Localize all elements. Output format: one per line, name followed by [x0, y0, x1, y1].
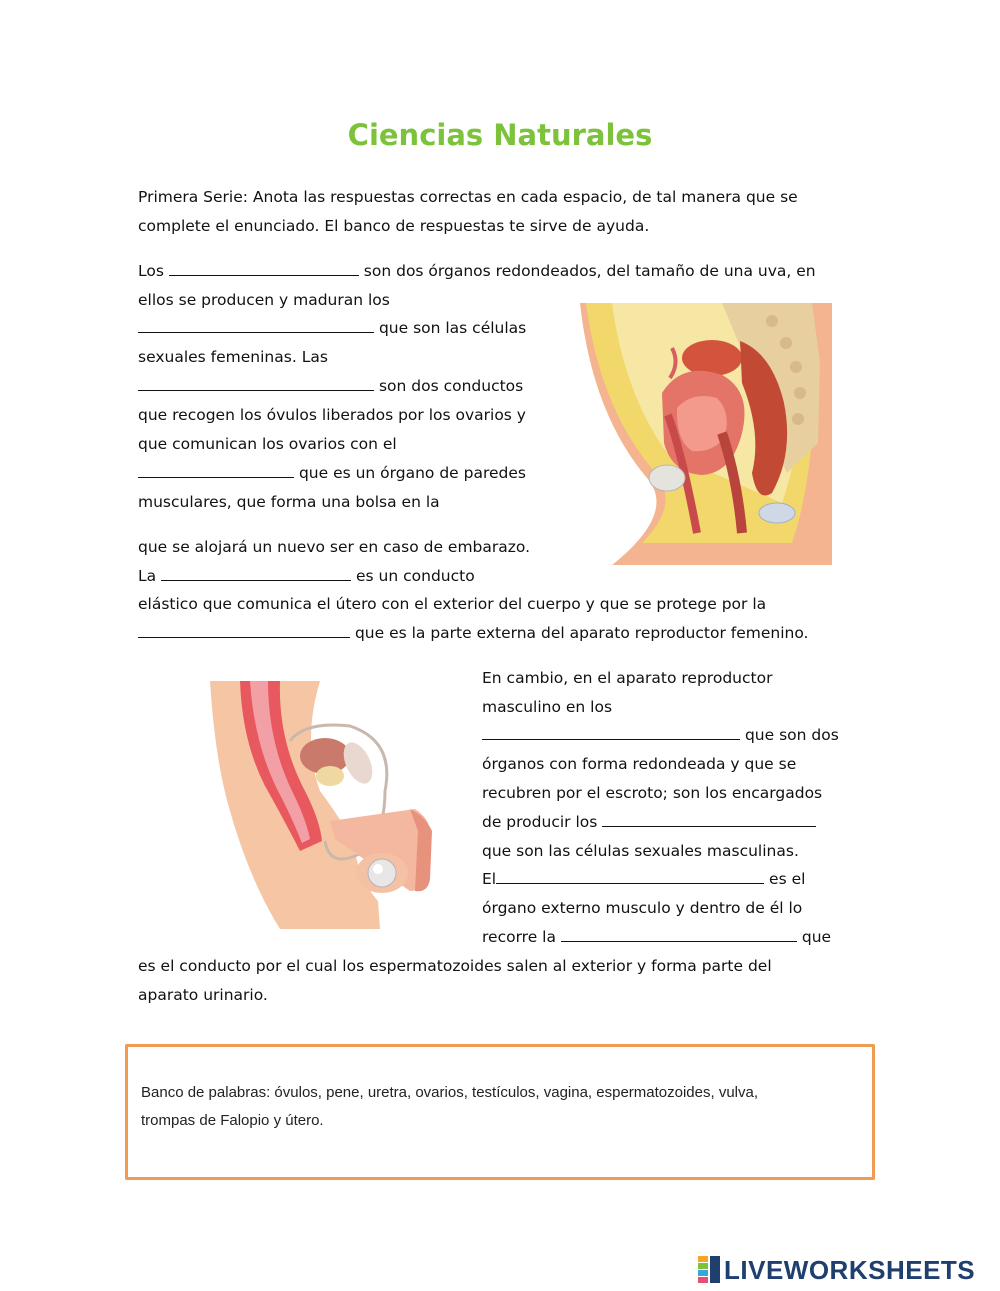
answer-blank-utero[interactable] [138, 463, 294, 478]
male-line-11: es el conducto por el cual los espermatozoides salen al exterior y forma parte del [138, 957, 772, 975]
female-text: Los [138, 262, 164, 280]
word-bank-line-1: Banco de palabras: óvulos, pene, uretra, ovarios, testículos, vagina, espermatozoides, vulva, [141, 1084, 759, 1101]
female-text: que es un órgano de paredes [298, 464, 526, 482]
male-text: El [482, 870, 497, 888]
male-line-9: órgano externo musculo y dentro de él lo [482, 899, 803, 917]
male-text: es el [769, 870, 806, 888]
male-line-5: recubren por el escroto; son los encargados [482, 784, 823, 802]
male-line-1: En cambio, en el aparato reproductor [482, 669, 773, 687]
female-line-3 [138, 318, 526, 338]
answer-blank-ovulos[interactable] [138, 318, 374, 333]
male-line-12: aparato urinario. [138, 986, 268, 1004]
male-line-7: que son las células sexuales masculinas. [482, 842, 799, 860]
male-text: de producir los [482, 813, 598, 831]
answer-blank-ovarios[interactable] [169, 261, 359, 276]
answer-blank-vagina[interactable] [161, 566, 351, 581]
word-bank-box [125, 1044, 875, 1180]
female-line-10: que se alojará un nuevo ser en caso de embarazo. [138, 538, 531, 556]
female-line-7: que comunican los ovarios con el [138, 435, 397, 453]
female-line-8 [138, 463, 526, 483]
female-text: La [138, 567, 157, 585]
answer-blank-vulva[interactable] [138, 623, 350, 638]
male-line-2: masculino en los [482, 698, 613, 716]
female-line-1 [138, 261, 816, 281]
female-line-9: musculares, que forma una bolsa en la [138, 493, 440, 511]
female-text: que es la parte externa del aparato reproductor femenino. [354, 624, 809, 642]
word-bank-text [141, 1079, 841, 1135]
male-line-8 [482, 869, 805, 889]
male-line-6 [482, 812, 816, 832]
female-text: son dos conductos [378, 377, 524, 395]
answer-blank-uretra[interactable] [561, 927, 797, 942]
instructions-line-1: Primera Serie: Anota las respuestas correctas en cada espacio, de tal manera que se [138, 188, 798, 206]
answer-blank-pene[interactable] [496, 869, 764, 884]
female-line-5 [138, 376, 523, 396]
female-anatomy-illustration [572, 303, 832, 565]
female-line-12: elástico que comunica el útero con el exterior del cuerpo y que se protege por la [138, 595, 767, 613]
answer-blank-espermatozoides[interactable] [602, 812, 816, 827]
female-line-2: ellos se producen y maduran los [138, 291, 390, 309]
female-line-6: que recogen los óvulos liberados por los ovarios y [138, 406, 526, 424]
male-anatomy-illustration [210, 681, 466, 929]
word-bank-line-2: trompas de Falopio y útero. [141, 1112, 324, 1129]
female-text: es un conducto [356, 567, 475, 585]
male-text: que [801, 928, 832, 946]
male-text: recorre la [482, 928, 556, 946]
female-line-11 [138, 566, 475, 586]
liveworksheets-logo-icon [698, 1256, 720, 1284]
male-text: que son dos [744, 726, 839, 744]
answer-blank-testiculos[interactable] [482, 725, 740, 740]
answer-blank-trompas[interactable] [138, 376, 374, 391]
page-title: Ciencias Naturales [347, 118, 653, 152]
male-line-3 [482, 725, 839, 745]
female-text: que son las células [378, 319, 527, 337]
female-text: son dos órganos redondeados, del tamaño de una uva, en [363, 262, 816, 280]
liveworksheets-brand [698, 1255, 975, 1285]
liveworksheets-wordmark: LIVEWORKSHEETS [724, 1254, 976, 1285]
male-line-4: órganos con forma redondeada y que se [482, 755, 797, 773]
instructions-line-2: complete el enunciado. El banco de respuestas te sirve de ayuda. [138, 217, 650, 235]
female-line-13 [138, 623, 808, 643]
male-line-10 [482, 927, 831, 947]
female-line-4: sexuales femeninas. Las [138, 348, 328, 366]
